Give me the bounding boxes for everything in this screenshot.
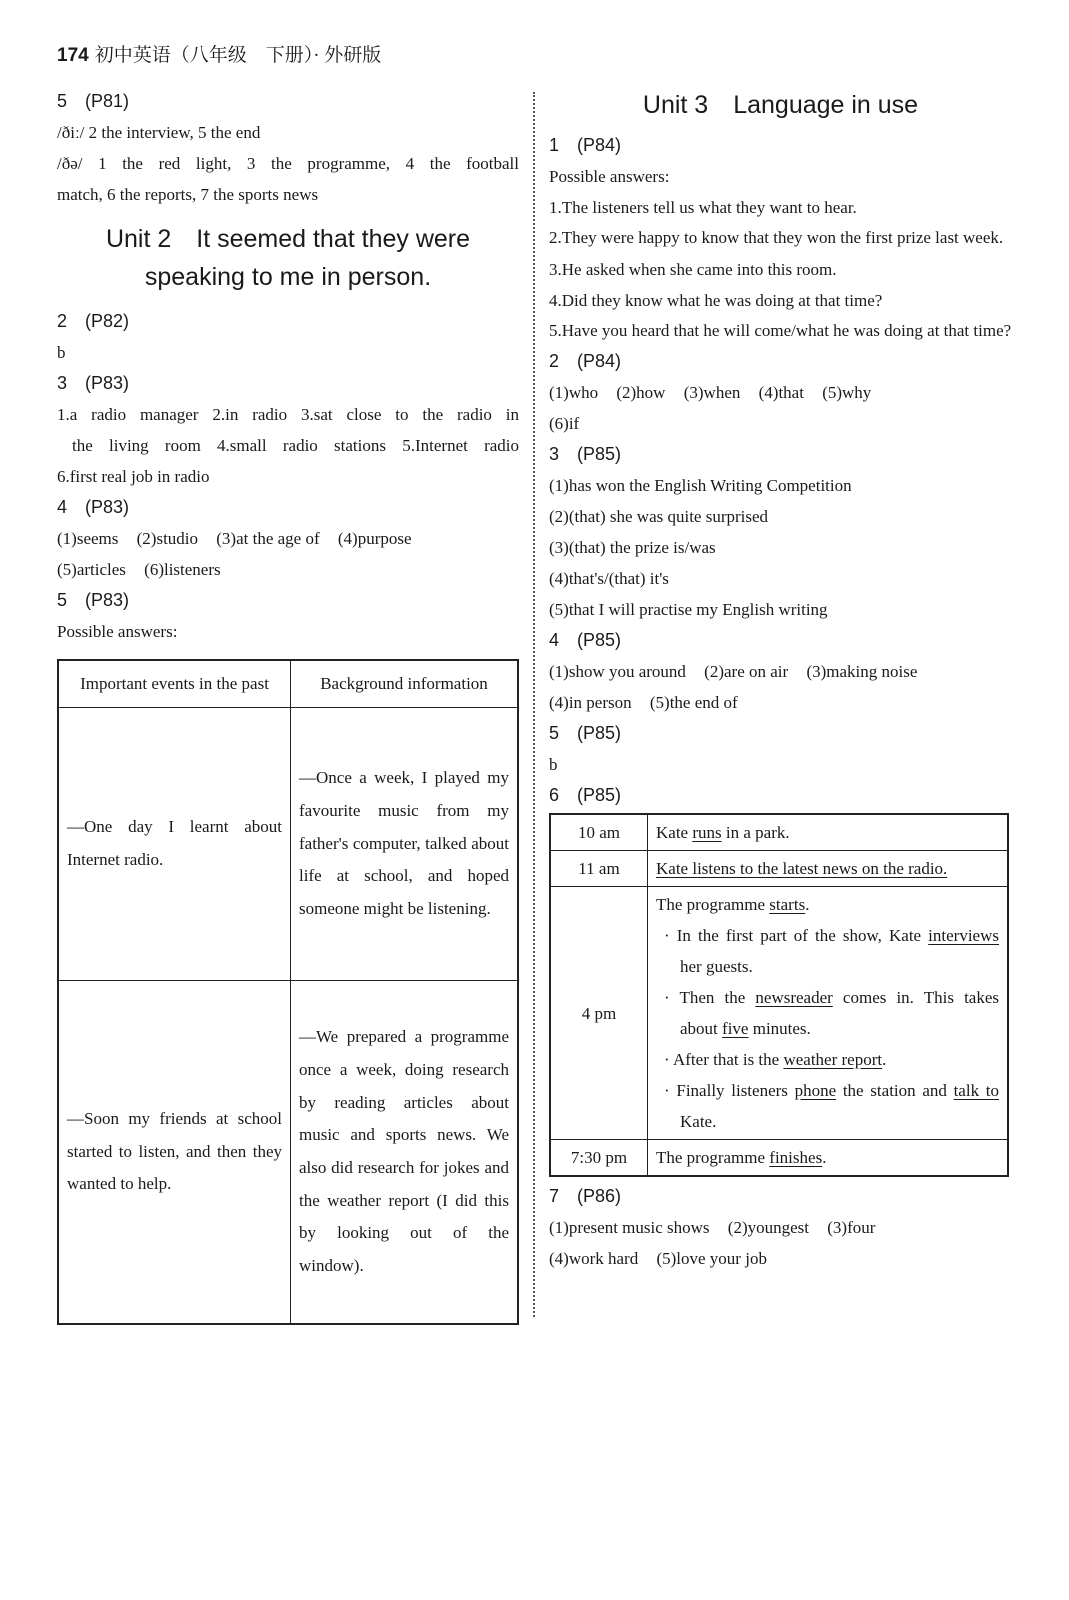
underlined-answer: finishes <box>769 1148 823 1167</box>
answer-line <box>549 687 1012 718</box>
answer-line: (4)that's/(that) it's <box>549 569 669 588</box>
question-label: 2 (P84) <box>549 351 622 371</box>
left-column <box>57 86 519 1325</box>
underlined-answer: talk to <box>953 1081 999 1100</box>
answer-line: /ðə/ 1 the red light, 3 the programme, 4 the football <box>57 154 519 173</box>
answer-line <box>549 377 1012 408</box>
underlined-answer: Kate listens to the latest news on the radio. <box>656 859 948 878</box>
question-label: 4 (P85) <box>549 630 622 650</box>
underlined-answer: phone <box>794 1081 837 1100</box>
answer-item: (2)youngest <box>727 1218 809 1237</box>
question-label: 3 (P83) <box>57 373 130 393</box>
table-cell-background: —Once a week, I played my favourite music from my father's computer, talked about life at school, and hoped someone might be listening. <box>291 708 519 981</box>
book-title: 初中英语（八年级 下册）· 外研版 <box>94 45 382 66</box>
answer-item: (4)work hard <box>549 1249 639 1268</box>
answer-line: (5)that I will practise my English writing <box>549 600 828 619</box>
answer-line: b <box>549 755 558 774</box>
question-label: 5 (P83) <box>57 590 130 610</box>
activity-cell: Kate runs in a park. <box>648 814 1009 851</box>
events-table <box>57 659 519 1325</box>
answer-item: (5)articles <box>57 560 126 579</box>
question-label: 5 (P81) <box>57 91 130 111</box>
answer-line: match, 6 the reports, 7 the sports news <box>57 185 319 204</box>
bullet-item: · Finally listeners phone the station and talk to Kate. <box>664 1081 999 1131</box>
answer-item: 2.in radio <box>212 405 288 424</box>
question-label: 5 (P85) <box>549 723 622 743</box>
answer-line <box>549 656 1012 687</box>
answer-item: (1)seems <box>57 529 119 548</box>
answer-intro: Possible answers: <box>57 622 178 641</box>
bullet-item: · Then the newsreader comes in. This takes about five minutes. <box>664 988 999 1038</box>
table-cell-background: —We prepared a programme once a week, doing research by reading articles about music and sports news. We also did research for jokes and the weather report (I did this by looking out of the window). <box>291 981 519 1325</box>
answer-item: (4)that <box>758 383 804 402</box>
answer-line: (6)if <box>549 414 580 433</box>
answer-line <box>57 554 519 585</box>
unit-2-title <box>57 220 519 296</box>
page-header <box>57 40 381 67</box>
underlined-answer: weather report <box>783 1050 883 1069</box>
table-row <box>550 1140 1008 1177</box>
schedule-table <box>549 813 1009 1177</box>
question-label: 7 (P86) <box>549 1186 622 1206</box>
answer-item: (3)at the age of <box>216 529 320 548</box>
answer-intro: Possible answers: <box>549 167 670 186</box>
answer-item: (3)making noise <box>806 662 918 681</box>
question-label: 4 (P83) <box>57 497 130 517</box>
right-column <box>549 86 1012 1274</box>
bullet-glyph: · <box>664 1050 670 1069</box>
table-header: Background information <box>291 660 519 708</box>
programme-intro: The programme starts. <box>656 895 810 914</box>
answer-item: (1)show you around <box>549 662 686 681</box>
answer-item: (2)are on air <box>704 662 789 681</box>
answer-line <box>549 1243 1012 1274</box>
table-row <box>550 814 1008 851</box>
bullet-glyph: · <box>664 926 670 945</box>
time-cell: 11 am <box>550 851 648 887</box>
answer-item: (4)in person <box>549 693 632 712</box>
answer-line: 6.first real job in radio <box>57 467 210 486</box>
table-cell-event: —One day I learnt about Internet radio. <box>58 708 291 981</box>
table-row <box>550 887 1008 1140</box>
answer-item: 4.small radio stations <box>217 436 386 455</box>
answer-line: /ðiː/ 2 the interview, 5 the end <box>57 123 261 142</box>
table-row <box>550 851 1008 887</box>
answer-line: 2.They were happy to know that they won the first prize last week. <box>549 228 1004 247</box>
answer-item: (6)listeners <box>144 560 221 579</box>
answer-line: (2)(that) she was quite surprised <box>549 507 769 526</box>
underlined-answer: five <box>722 1019 749 1038</box>
answer-item: (3)when <box>683 383 741 402</box>
page-number: 174 <box>57 45 89 66</box>
answer-item: (1)present music shows <box>549 1218 710 1237</box>
answer-item: (1)who <box>549 383 599 402</box>
answer-line: (3)(that) the prize is/was <box>549 538 716 557</box>
answer-item: 5.Internet radio <box>402 436 520 455</box>
table-header: Important events in the past <box>58 660 291 708</box>
answer-item: the living room <box>72 436 201 455</box>
unit-3-title: Unit 3 Language in use <box>642 91 919 119</box>
answer-item: 3.sat close to the radio in <box>301 405 520 424</box>
bullet-glyph: · <box>664 988 670 1007</box>
bullet-item: · In the first part of the show, Kate interviews her guests. <box>664 926 999 976</box>
answer-line <box>549 1212 1012 1243</box>
answer-line: b <box>57 343 66 362</box>
underlined-answer: newsreader <box>755 988 833 1007</box>
answer-line <box>57 430 519 461</box>
question-label: 1 (P84) <box>549 135 622 155</box>
question-label: 6 (P85) <box>549 785 622 805</box>
underlined-answer: starts <box>769 895 806 914</box>
underlined-answer: interviews <box>928 926 999 945</box>
answer-item: (2)how <box>616 383 666 402</box>
activity-cell: The programme finishes. <box>648 1140 1009 1177</box>
table-header-row <box>58 660 518 708</box>
activity-cell <box>648 887 1009 1140</box>
question-label: 3 (P85) <box>549 444 622 464</box>
answer-item: (5)love your job <box>656 1249 767 1268</box>
answer-item: (3)four <box>827 1218 876 1237</box>
table-row <box>58 981 518 1325</box>
bullet-glyph: · <box>664 1081 670 1100</box>
unit-title-line: speaking to me in person. <box>144 263 432 291</box>
question-label: 2 (P82) <box>57 311 130 331</box>
answer-item: (5)the end of <box>649 693 738 712</box>
answer-line: 3.He asked when she came into this room. <box>549 259 837 279</box>
time-cell: 7:30 pm <box>550 1140 648 1177</box>
answer-item: (5)why <box>822 383 872 402</box>
table-row <box>58 708 518 981</box>
answer-line: (1)has won the English Writing Competition <box>549 476 852 495</box>
activity-cell <box>648 851 1009 887</box>
answer-line <box>57 399 519 430</box>
underlined-answer: runs <box>692 823 722 842</box>
time-cell: 4 pm <box>550 887 648 1140</box>
answer-line: 4.Did they know what he was doing at that time? <box>549 290 883 310</box>
table-cell-event: —Soon my friends at school started to listen, and then they wanted to help. <box>58 981 291 1325</box>
time-cell: 10 am <box>550 814 648 851</box>
bullet-item: · After that is the weather report. <box>664 1050 887 1069</box>
column-divider <box>533 92 535 1317</box>
answer-line: 5.Have you heard that he will come/what he was doing at that time? <box>549 320 1012 340</box>
answer-item: (2)studio <box>136 529 199 548</box>
unit-title-line: Unit 2 It seemed that they were <box>105 225 471 253</box>
answer-line: 1.The listeners tell us what they want to hear. <box>549 198 857 217</box>
answer-item: (4)purpose <box>337 529 412 548</box>
answer-line <box>57 523 519 554</box>
answer-item: 1.a radio manager <box>57 405 199 424</box>
